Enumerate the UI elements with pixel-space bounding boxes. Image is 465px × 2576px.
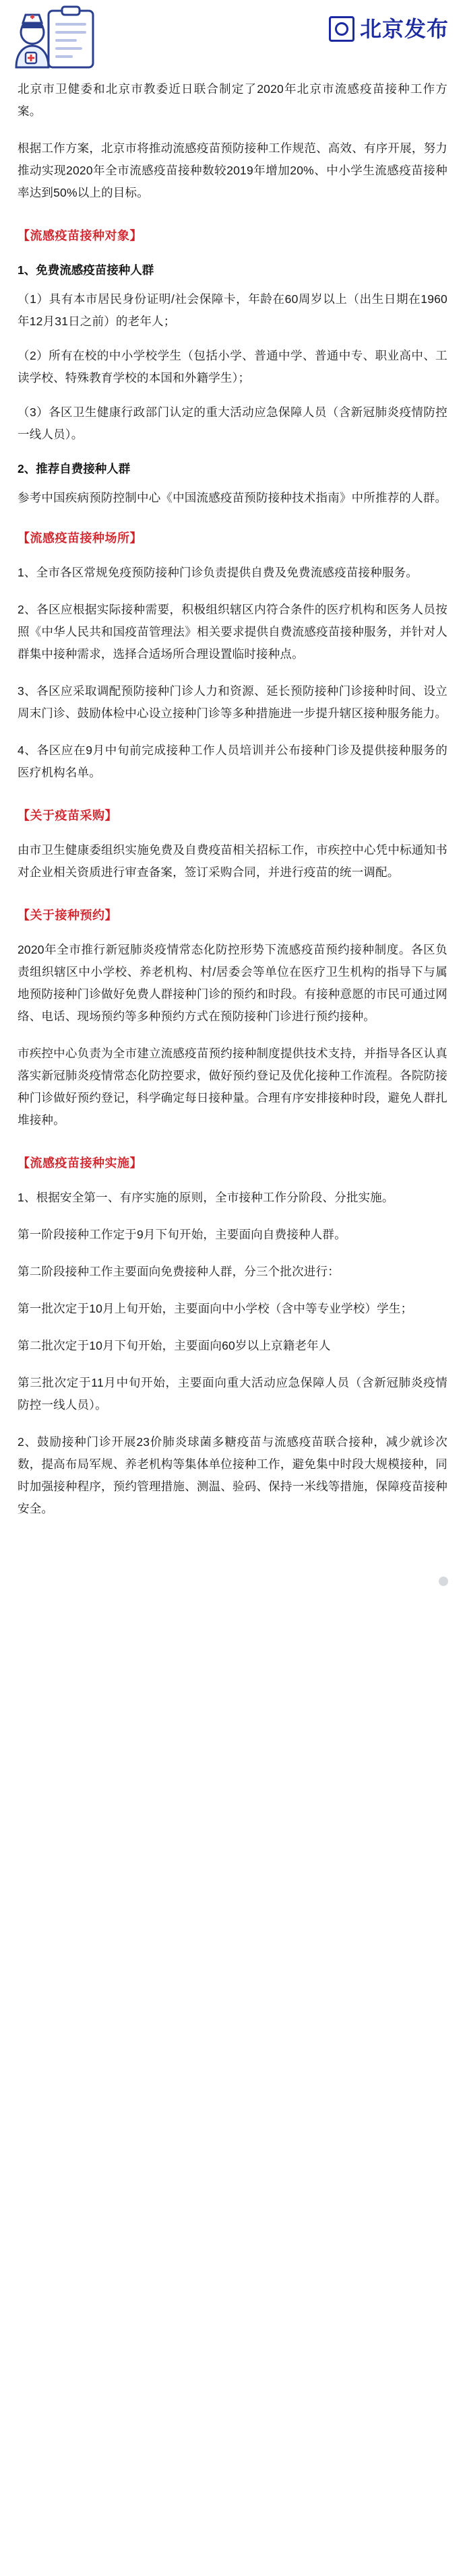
article-body	[0, 75, 465, 1562]
section-heading-implementation: 【流感疫苗接种实施】	[18, 1156, 142, 1170]
paragraph: 第二阶段接种工作主要面向免费接种人群，分三个批次进行：	[18, 1265, 340, 1278]
paragraph: 第一阶段接种工作定于9月下旬开始，主要面向自费接种人群。	[18, 1228, 346, 1241]
subheading-free-groups: 1、免费流感疫苗接种人群	[18, 263, 154, 277]
page-footer	[0, 1562, 465, 1591]
square-circle-logo-icon	[329, 16, 354, 42]
section-heading-appointment: 【关于接种预约】	[18, 909, 117, 922]
list-item: 3、各区应采取调配预防接种门诊人力和资源、延长预防接种门诊接种时间、设立周末门诊、鼓励体检中心设立接种门诊等多种措施进一步提升辖区接种服务能力。	[18, 684, 447, 720]
paragraph: 第二批次定于10月下旬开始，主要面向60岁以上京籍老年人	[18, 1339, 331, 1352]
brand-logo	[329, 16, 449, 42]
subheading-self-pay-groups: 2、推荐自费接种人群	[18, 462, 131, 475]
section-heading-vaccination-sites: 【流感疫苗接种场所】	[18, 531, 142, 545]
paragraph: 市疾控中心负责为全市建立流感疫苗预约接种制度提供技术支持，并指导各区认真落实新冠肺炎疫情常态化防控要求，做好预约登记及优化接种工作流程。各院防接种门诊做好预约登记，科学确定每日接种量。合理有序安排接种时段，避免人群扎堆接种。	[18, 1047, 447, 1127]
paragraph: 第三批次定于11月中旬开始，主要面向重大活动应急保障人员（含新冠肺炎疫情防控一线人员）。	[18, 1376, 447, 1412]
list-item: 1、全市各区常规免疫预防接种门诊负责提供自费及免费流感疫苗接种服务。	[18, 566, 418, 579]
watermark-dot-icon	[439, 1577, 448, 1586]
list-item: 参考中国疾病预防控制中心《中国流感疫苗预防接种技术指南》中所推荐的人群。	[18, 491, 447, 504]
nurse-clipboard-illustration-icon	[9, 5, 111, 71]
list-item: （2）所有在校的中小学校学生（包括小学、普通中学、普通中专、职业高中、工读学校、特殊教育学校的本国和外籍学生）；	[18, 349, 447, 385]
list-item: 2、各区应根据实际接种需要，积极组织辖区内符合条件的医疗机构和医务人员按照《中华人民共和国疫苗管理法》相关要求提供自费流感疫苗接种服务，并针对人群集中接种需求，选择合适场所合理设置临时接种点。	[18, 603, 447, 661]
brand-title: 北京发布	[359, 17, 449, 41]
list-item: （1）具有本市居民身份证明/社会保障卡，年龄在60周岁以上（出生日期在1960年12月31日之前）的老年人；	[18, 292, 447, 328]
list-item: 1、根据安全第一、有序实施的原则，全市接种工作分阶段、分批实施。	[18, 1191, 394, 1204]
grey-circle-watermark-icon	[439, 1577, 452, 1586]
paragraph: 第一批次定于10月上旬开始，主要面向中小学校（含中等专业学校）学生；	[18, 1302, 413, 1315]
page-header	[0, 0, 465, 75]
intro-paragraph-1: 北京市卫健委和北京市教委近日联合制定了2020年北京市流感疫苗接种工作方案。	[18, 82, 447, 118]
list-item: 2、鼓励接种门诊开展23价肺炎球菌多糖疫苗与流感疫苗联合接种，减少就诊次数，提高布局军规、养老机构等集体单位接种工作，避免集中时段大规模接种，同时加强接种程序，预约管理措施、测温、验码、保持一米线等措施，保障疫苗接种安全。	[18, 1435, 447, 1515]
list-item: 4、各区应在9月中旬前完成接种工作人员培训并公布接种门诊及提供接种服务的医疗机构名单。	[18, 744, 447, 779]
section-heading-vaccine-procurement: 【关于疫苗采购】	[18, 809, 117, 822]
paragraph: 由市卫生健康委组织实施免费及自费疫苗相关招标工作，市疾控中心凭中标通知书对企业相关资质进行审查备案，签订采购合同，并进行疫苗的统一调配。	[18, 843, 447, 879]
paragraph: 2020年全市推行新冠肺炎疫情常态化防控形势下流感疫苗预约接种制度。各区负责组织辖区中小学校、养老机构、村/居委会等单位在医疗卫生机构的指导下与属地预防接种门诊做好免费人群接种门诊的预约和时段。有接种意愿的市民可通过网络、电话、现场预约等多种预约方式在预防接种门诊进行预约接种。	[18, 943, 447, 1023]
intro-paragraph-2: 根据工作方案，北京市将推动流感疫苗预防接种工作规范、高效、有序开展，努力推动实现2020年全市流感疫苗接种数较2019年增加20%、中小学生流感疫苗接种率达到50%以上的目标。	[18, 141, 447, 199]
list-item: （3）各区卫生健康行政部门认定的重大活动应急保障人员（含新冠肺炎疫情防控一线人员）。	[18, 405, 447, 441]
section-heading-vaccination-targets: 【流感疫苗接种对象】	[18, 229, 142, 242]
